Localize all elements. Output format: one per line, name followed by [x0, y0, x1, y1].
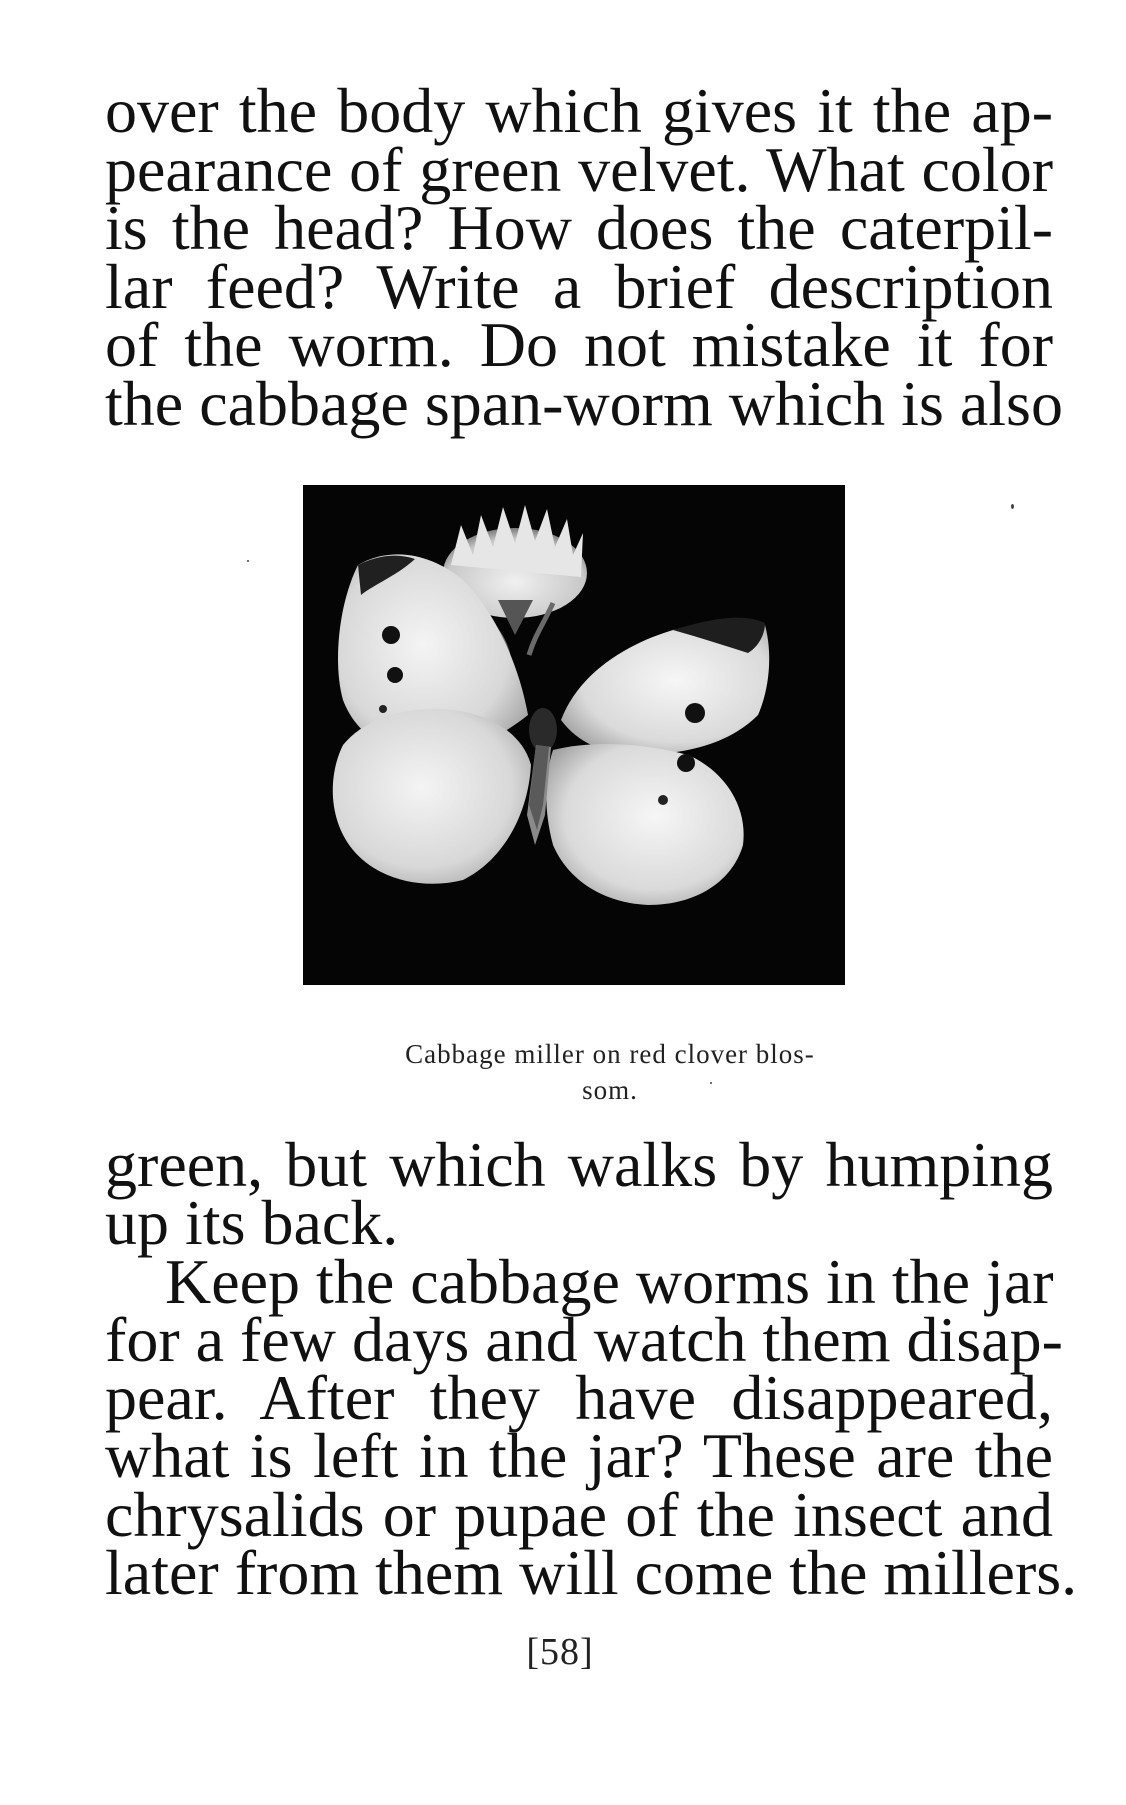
ink-speck — [1011, 504, 1014, 509]
text-line: pear. After they have disappeared, — [105, 1362, 1053, 1434]
text-line: chrysalids or pupae of the insect and — [105, 1478, 1053, 1550]
ink-speck — [710, 1082, 712, 1084]
text-line: Keep the cabbage worms in the jar — [165, 1245, 1054, 1317]
text-line: for a few days and watch them disap- — [105, 1303, 1063, 1375]
text-line: over the body which gives it the ap- — [105, 75, 1053, 146]
figure-caption — [330, 1036, 890, 1108]
text-line: lar feed? Write a brief description — [105, 250, 1053, 322]
text-line: what is left in the jar? These are the — [105, 1420, 1053, 1492]
page-number: [58] — [526, 1631, 594, 1673]
text-line: green, but which walks by humping — [105, 1129, 1053, 1200]
text-line: later from them will come the millers. — [105, 1537, 1078, 1609]
text-line: is the head? How does the caterpil- — [105, 192, 1053, 263]
text-line: pearance of green velvet. What color — [105, 133, 1053, 205]
caption-line: som. — [582, 1075, 638, 1105]
body-text-top — [105, 75, 1063, 439]
text-line: up its back. — [105, 1187, 399, 1259]
text-line: of the worm. Do not mistake it for — [105, 309, 1053, 380]
body-text-bottom — [105, 1129, 1078, 1609]
ink-speck — [247, 560, 249, 562]
butterfly-photo — [303, 485, 845, 985]
cabbage-miller-illustration — [303, 485, 845, 985]
caption-line: Cabbage miller on red clover blos- — [405, 1039, 815, 1069]
text-line: the cabbage span-worm which is also — [105, 367, 1063, 439]
